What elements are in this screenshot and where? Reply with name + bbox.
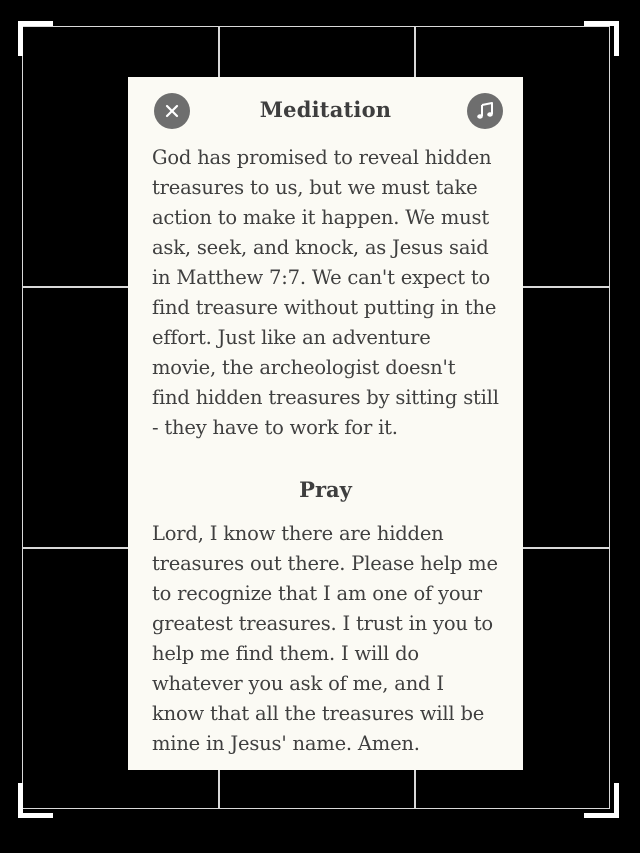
- crop-handle-top-left[interactable]: [18, 21, 53, 56]
- music-button[interactable]: [467, 93, 503, 129]
- meditation-card: [128, 77, 523, 770]
- prayer-text: Lord, I know there are hidden treasures out there. Please help me to recognize that I am one of your greatest treasures. I trust in you to help me find them. I will do whatever you ask of me, and I know that all the treasures will be mine in Jesus' name. Amen.: [152, 522, 498, 755]
- crop-handle-bottom-right[interactable]: [584, 783, 619, 818]
- crop-handle-bottom-left[interactable]: [18, 783, 53, 818]
- music-note-icon: [475, 101, 495, 121]
- pray-heading: Pray: [299, 477, 352, 502]
- card-title: Meditation: [259, 97, 392, 122]
- crop-handle-top-right[interactable]: [584, 21, 619, 56]
- card-header: [152, 77, 499, 143]
- meditation-text: God has promised to reveal hidden treasures to us, but we must take action to make it happen. We must ask, seek, and knock, as Jesus said in Matthew 7:7. We can't expect to find treasure without putting in the effort. Just like an adventure movie, the archeologist doesn't find hidden treasures by sitting still - they have to work for it.: [152, 146, 499, 439]
